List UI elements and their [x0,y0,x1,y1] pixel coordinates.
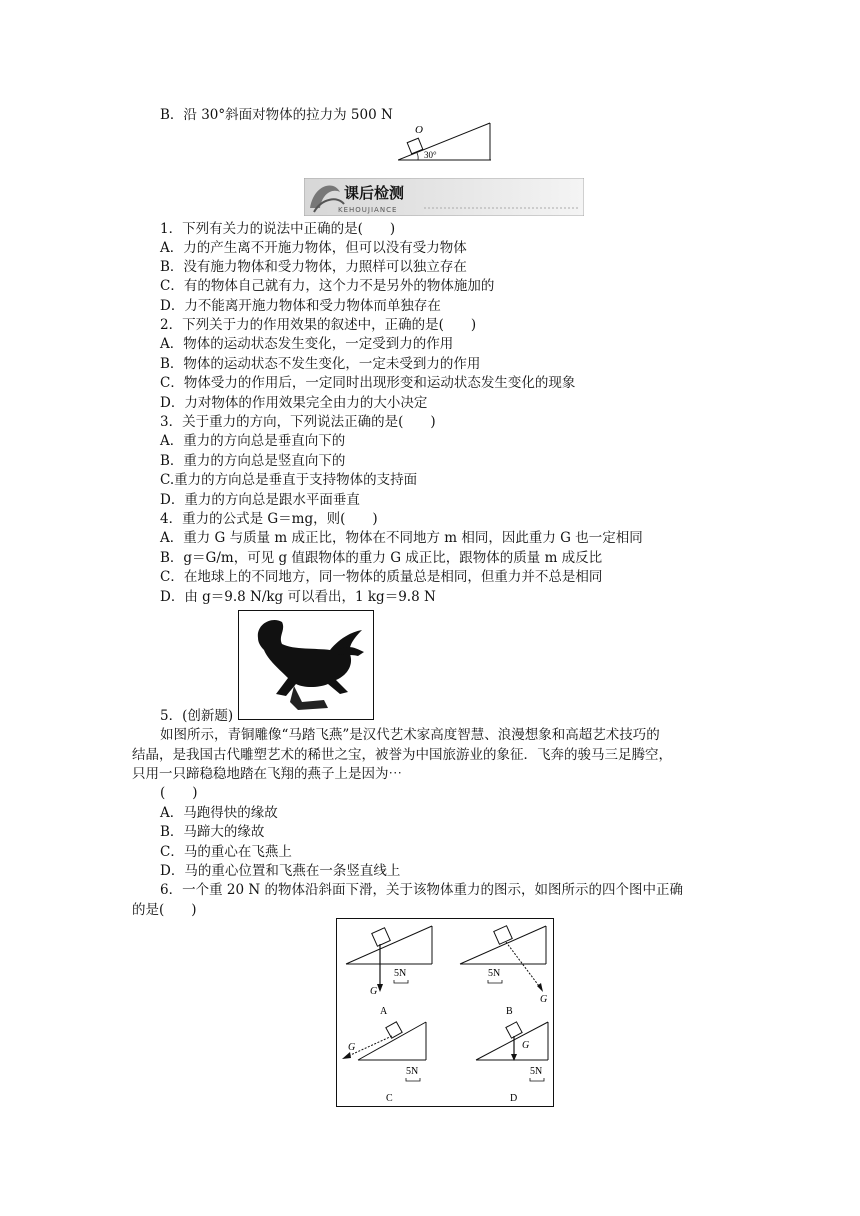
incline-30-figure [398,120,493,162]
figure-a-scale-label: 5N [394,968,407,979]
q1-stem: 1．下列有关力的说法中正确的是( ) [160,221,396,237]
figure-c-force-label: G [348,1042,356,1053]
figure-d-label: D [510,1093,518,1104]
q5-option-c: C．马的重心在飞燕上 [160,844,292,860]
figure-d-scale-label: 5N [530,1066,543,1077]
figure-c-label: C [386,1093,393,1104]
q3-stem: 3．关于重力的方向，下列说法正确的是( ) [160,414,436,430]
q4-option-d: D．由 g＝9.8 N/kg 可以看出，1 kg＝9.8 N [160,589,436,605]
figure-b-force-label: G [540,994,548,1005]
figure-a-label: A [380,1006,388,1017]
angle-label: 30° [424,150,437,160]
q3-option-c: C.重力的方向总是垂直于支持物体的支持面 [160,472,418,488]
q6-figure-panel [336,918,554,1108]
q5-option-b: B．马蹄大的缘故 [160,824,265,840]
figure-a-force-label: G [370,986,378,997]
q5-option-a: A．马跑得快的缘故 [160,805,278,821]
q1-option-a: A．力的产生离不开施力物体，但可以没有受力物体 [160,240,467,256]
q3-option-b: B．重力的方向总是竖直向下的 [160,453,346,469]
q6-stem-line-1: 6．一个重 20 N 的物体沿斜面下滑，关于该物体重力的图示，如图所示的四个图中正确 [160,882,683,898]
q1-option-d: D．力不能离开施力物体和受力物体而单独存在 [160,298,441,314]
figure-c-scale-label: 5N [406,1066,419,1077]
q1-option-c: C．有的物体自己就有力，这个力不是另外的物体施加的 [160,278,495,294]
prev-question-option-b: B．沿 30°斜面对物体的拉力为 500 N [160,107,393,123]
figure-d-force-label: G [522,1040,530,1051]
section-subtitle: KEHOUJIANCE [338,206,398,214]
point-o-label: O [415,124,423,136]
q4-option-a: A．重力 G 与质量 m 成正比，物体在不同地方 m 相同，因此重力 G 也一定相同 [160,530,643,546]
q3-option-a: A．重力的方向总是垂直向下的 [160,433,346,449]
q2-option-b: B．物体的运动状态不发生变化，一定未受到力的作用 [160,356,481,372]
q2-stem: 2．下列关于力的作用效果的叙述中，正确的是( ) [160,317,477,333]
figure-b-label: B [506,1006,513,1017]
section-header-banner [304,178,584,216]
q2-option-a: A．物体的运动状态发生变化，一定受到力的作用 [160,336,454,352]
section-title: 课后检测 [344,184,405,202]
q6-stem-line-2: 的是( ) [132,902,197,918]
q5-option-d: D．马的重心位置和飞燕在一条竖直线上 [160,863,401,879]
q1-option-b: B．没有施力物体和受力物体，力照样可以独立存在 [160,259,467,275]
q2-option-d: D．力对物体的作用效果完全由力的大小决定 [160,395,428,411]
bronze-horse-image [238,610,374,720]
q5-body-line-3: 只用一只蹄稳稳地踏在飞翔的燕子上是因为⋯ [132,766,402,782]
q5-stem: 5．(创新题) [160,708,234,724]
q5-body-line-1: 如图所示，青铜雕像“马踏飞燕”是汉代艺术家高度智慧、浪漫想象和高超艺术技巧的 [160,727,660,743]
q3-option-d: D．重力的方向总是跟水平面垂直 [160,492,360,508]
q4-option-b: B．g＝G/m，可见 g 值跟物体的重力 G 成正比，跟物体的质量 m 成反比 [160,550,603,566]
figure-b-scale-label: 5N [488,968,501,979]
q2-option-c: C．物体受力的作用后，一定同时出现形变和运动状态发生变化的现象 [160,375,576,391]
q5-body-line-2: 结晶，是我国古代雕塑艺术的稀世之宝，被誉为中国旅游业的象征．飞奔的骏马三足腾空， [132,747,672,763]
q4-option-c: C．在地球上的不同地方，同一物体的质量总是相同，但重力并不总是相同 [160,569,603,585]
q4-stem: 4．重力的公式是 G＝mg，则( ) [160,511,378,527]
q5-answer-blank: ( ) [160,785,198,801]
